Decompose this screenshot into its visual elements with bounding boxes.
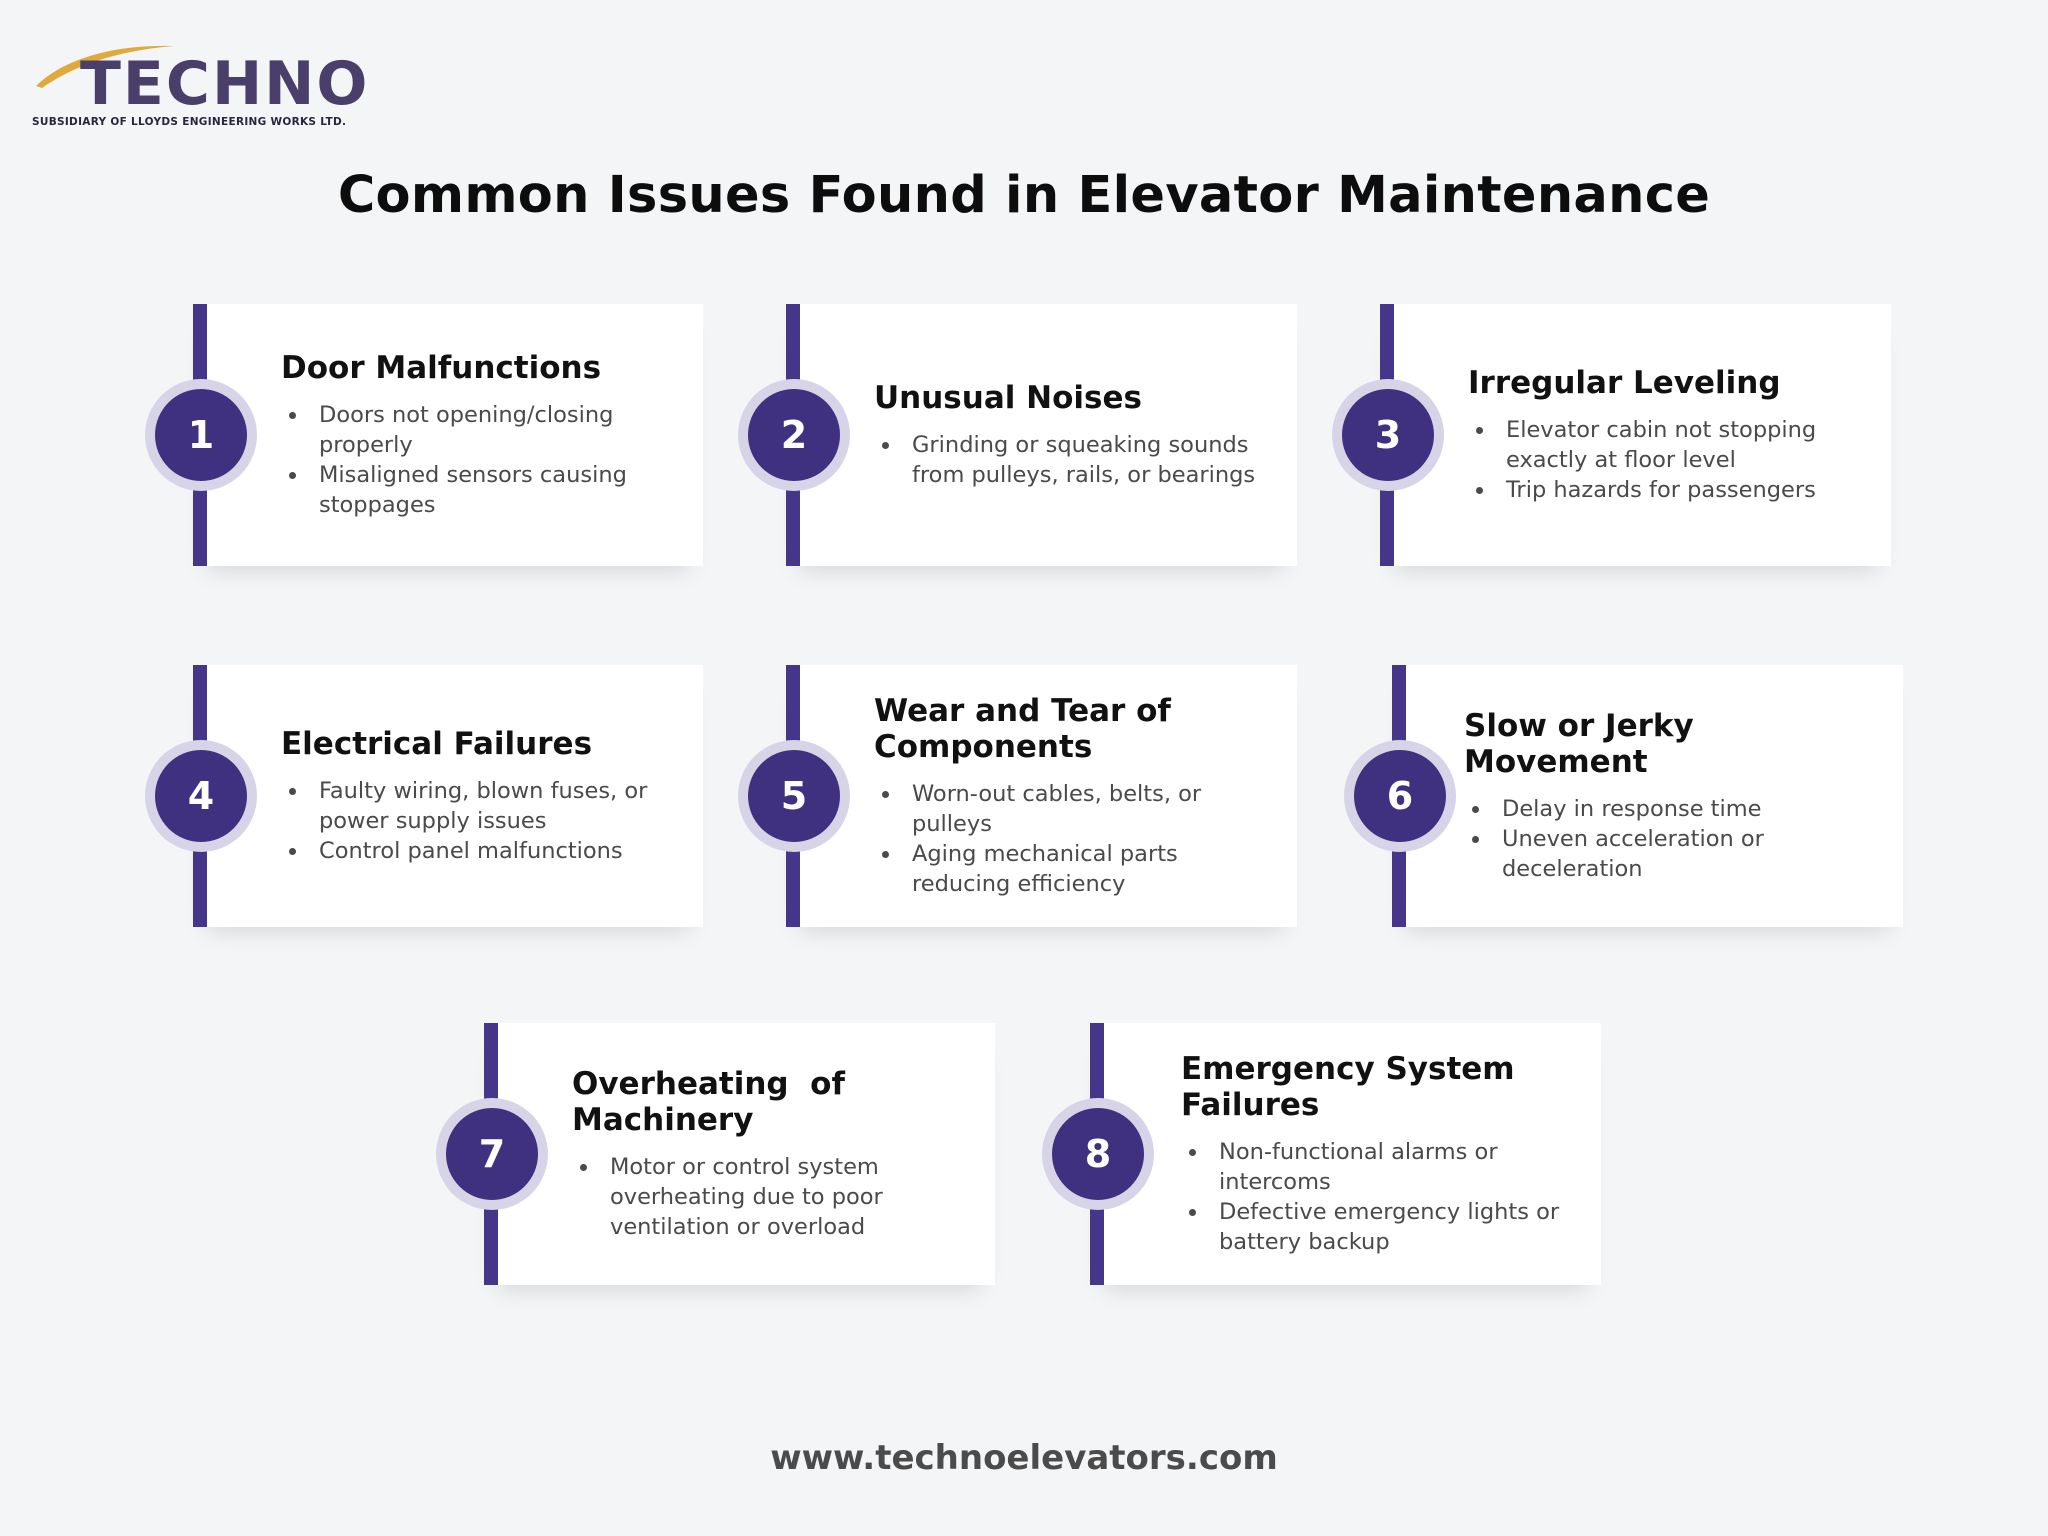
number-badge-ring: [738, 740, 850, 852]
card-content: [1181, 1023, 1577, 1285]
bullet-item: [1468, 415, 1867, 475]
logo-subtitle: SUBSIDIARY OF LLOYDS ENGINEERING WORKS LTD.: [32, 116, 347, 128]
number-badge: 8: [1052, 1108, 1144, 1200]
card-content: [1468, 304, 1867, 566]
bullet-item: [874, 430, 1273, 490]
card-title: Overheating of Machinery: [572, 1066, 856, 1138]
issue-card-7: [478, 1023, 995, 1285]
bullet-list: [572, 1152, 971, 1242]
bullet-text: Trip hazards for passengers: [1506, 477, 1816, 503]
bullet-icon: [289, 788, 296, 795]
bullet-text: Doors not opening/closing properly: [319, 402, 614, 458]
number-badge: 1: [155, 389, 247, 481]
issue-card-4: [187, 665, 703, 927]
bullet-item: [281, 460, 679, 520]
company-logo: [32, 38, 372, 128]
bullet-text: Faulty wiring, blown fuses, or power supply issues: [319, 778, 648, 834]
bullet-icon: [289, 412, 296, 419]
card-title: Unusual Noises: [874, 380, 1142, 416]
card-title: Door Malfunctions: [281, 350, 602, 386]
bullet-list: [281, 400, 679, 520]
bullet-item: [1464, 824, 1879, 884]
bullet-icon: [882, 851, 889, 858]
bullet-list: [1464, 794, 1879, 884]
bullet-icon: [882, 442, 889, 449]
number-badge-ring: [738, 379, 850, 491]
bullet-item: [874, 839, 1273, 899]
bullet-item: [281, 836, 679, 866]
bullet-icon: [1189, 1149, 1196, 1156]
number-badge-ring: [1042, 1098, 1154, 1210]
bullet-text: Elevator cabin not stopping exactly at floor level: [1506, 417, 1817, 473]
bullet-text: Delay in response time: [1502, 796, 1762, 822]
bullet-text: Worn-out cables, belts, or pulleys: [912, 781, 1202, 837]
bullet-item: [1464, 794, 1879, 824]
bullet-icon: [289, 848, 296, 855]
bullet-list: [874, 779, 1273, 899]
card-title: Irregular Leveling: [1468, 365, 1781, 401]
number-badge: 4: [155, 750, 247, 842]
issue-card-6: [1386, 665, 1903, 927]
card-title: Emergency System Failures: [1181, 1051, 1515, 1123]
logo-wordmark: TECHNO: [80, 49, 370, 119]
number-badge: 5: [748, 750, 840, 842]
bullet-icon: [1189, 1209, 1196, 1216]
card-content: [1464, 665, 1879, 927]
bullet-item: [281, 776, 679, 836]
bullet-icon: [1476, 427, 1483, 434]
bullet-item: [874, 779, 1273, 839]
issue-card-3: [1374, 304, 1891, 566]
bullet-text: Misaligned sensors causing stoppages: [319, 462, 627, 518]
bullet-text: Non-functional alarms or intercoms: [1219, 1139, 1498, 1195]
bullet-list: [1468, 415, 1867, 505]
issue-card-2: [780, 304, 1297, 566]
card-content: [874, 665, 1273, 927]
issue-card-8: [1084, 1023, 1601, 1285]
bullet-icon: [580, 1164, 587, 1171]
card-title: Wear and Tear of Components: [874, 693, 1171, 765]
bullet-item: [1181, 1197, 1577, 1257]
number-badge-ring: [1344, 740, 1456, 852]
number-badge: 2: [748, 389, 840, 481]
number-badge-ring: [145, 740, 257, 852]
number-badge-ring: [436, 1098, 548, 1210]
bullet-text: Uneven acceleration or deceleration: [1502, 826, 1764, 882]
bullet-text: Defective emergency lights or battery backup: [1219, 1199, 1560, 1255]
bullet-text: Grinding or squeaking sounds from pulleys, rails, or bearings: [912, 432, 1256, 488]
bullet-icon: [882, 791, 889, 798]
bullet-icon: [1472, 806, 1479, 813]
bullet-item: [1468, 475, 1867, 505]
issue-card-1: [187, 304, 703, 566]
bullet-list: [1181, 1137, 1577, 1257]
bullet-text: Motor or control system overheating due to poor ventilation or overload: [610, 1154, 883, 1240]
card-content: [572, 1023, 971, 1285]
bullet-icon: [1472, 836, 1479, 843]
bullet-item: [281, 400, 679, 460]
card-content: [281, 665, 679, 927]
bullet-item: [1181, 1137, 1577, 1197]
bullet-list: [874, 430, 1273, 490]
number-badge: 6: [1354, 750, 1446, 842]
issue-card-5: [780, 665, 1297, 927]
bullet-item: [572, 1152, 971, 1242]
bullet-icon: [289, 472, 296, 479]
bullet-icon: [1476, 487, 1483, 494]
number-badge-ring: [1332, 379, 1444, 491]
card-title: Electrical Failures: [281, 726, 593, 762]
card-title: Slow or Jerky Movement: [1464, 708, 1694, 780]
number-badge: 7: [446, 1108, 538, 1200]
number-badge-ring: [145, 379, 257, 491]
card-content: [874, 304, 1273, 566]
website-url: www.technoelevators.com: [770, 1438, 1278, 1478]
card-content: [281, 304, 679, 566]
number-badge: 3: [1342, 389, 1434, 481]
bullet-text: Aging mechanical parts reducing efficiency: [912, 841, 1178, 897]
page-title: Common Issues Found in Elevator Maintenance: [337, 166, 1711, 225]
bullet-text: Control panel malfunctions: [319, 838, 623, 864]
bullet-list: [281, 776, 679, 866]
